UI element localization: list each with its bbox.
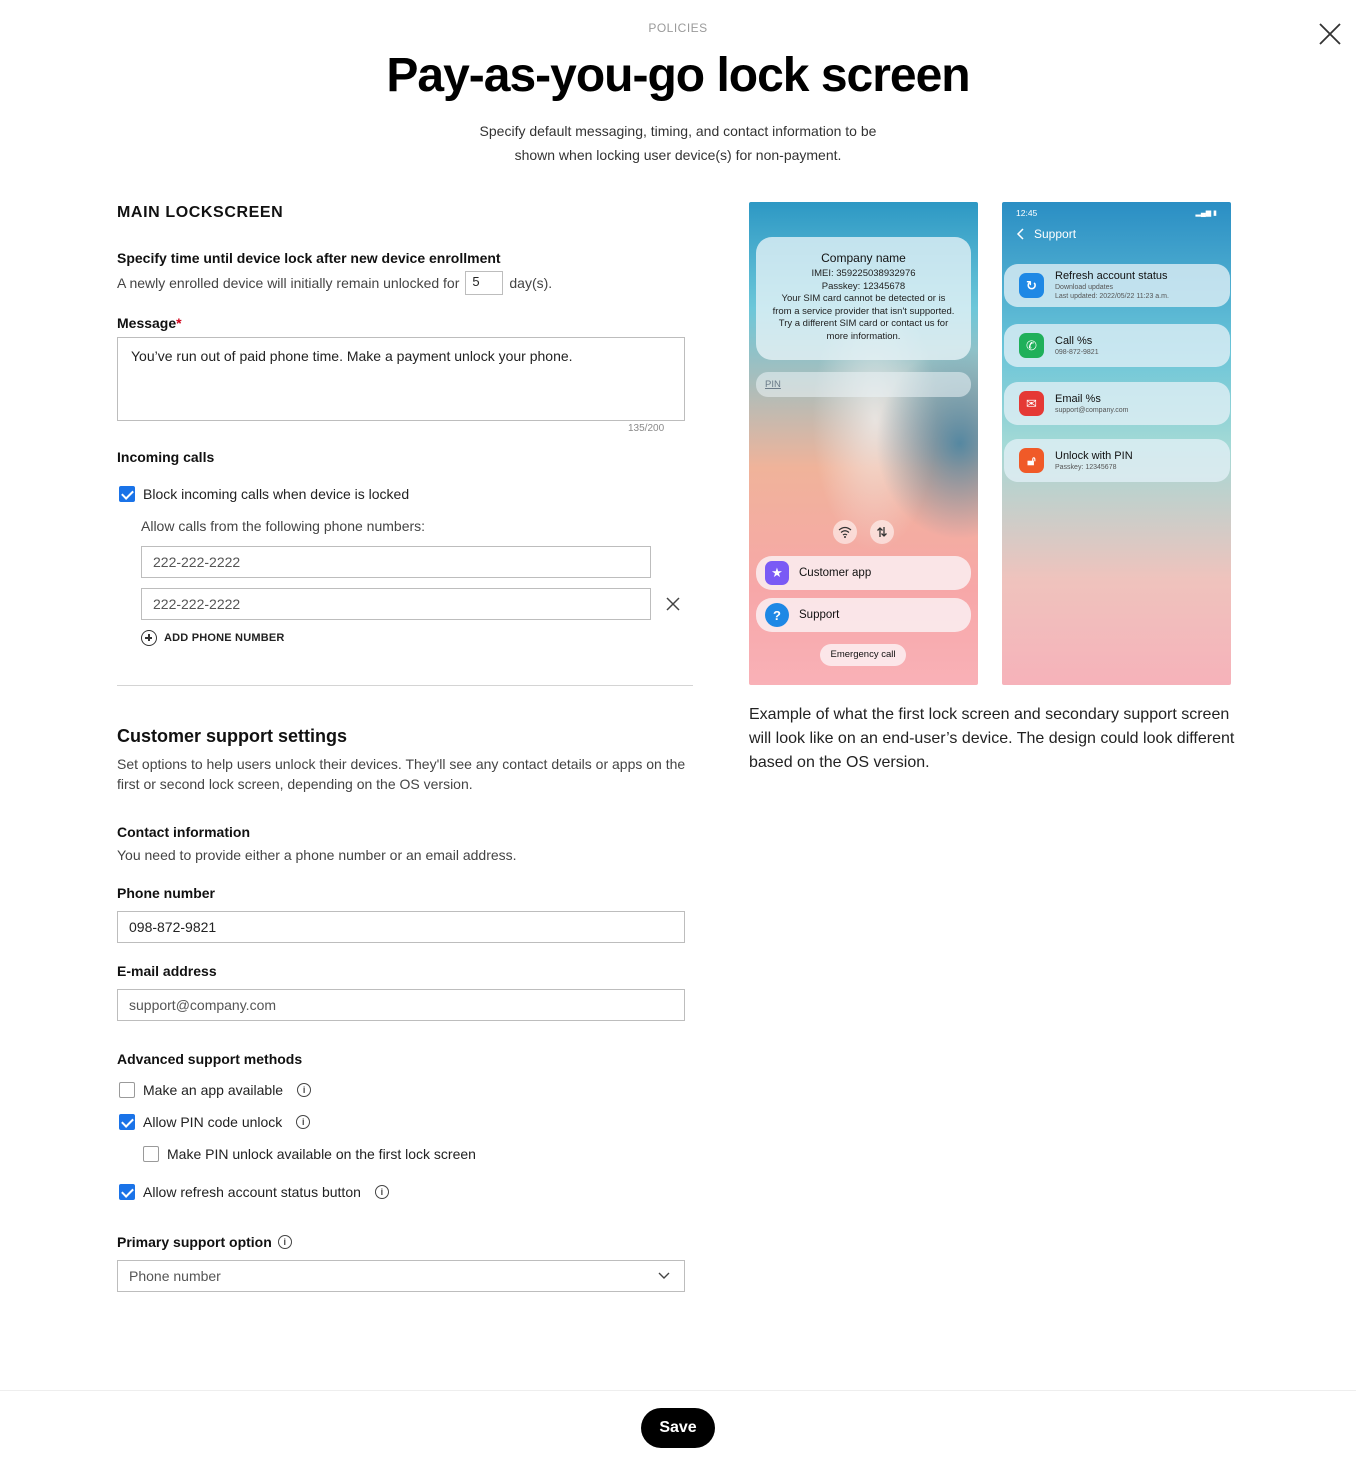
refresh-status-card[interactable] [1004,264,1230,307]
info-icon[interactable]: i [375,1185,389,1199]
support-screen-preview [1002,202,1231,685]
eyebrow-label: POLICIES [648,21,708,35]
support-button[interactable] [756,598,971,632]
customer-support-heading: Customer support settings [117,726,348,746]
help-icon: ? [765,603,789,627]
customer-app-label: Customer app [799,567,872,579]
refresh-status-text [1055,270,1169,301]
refresh-status-checkbox[interactable] [119,1184,135,1200]
main-lockscreen-heading: MAIN LOCKSCREEN [117,204,284,221]
advanced-support-label: Advanced support methods [117,1051,303,1067]
email-title: Email %s [1055,392,1101,405]
required-mark: * [176,315,182,331]
sim-message: Your SIM card cannot be detected or is from a service provider that isn't supported. Try a different SIM card or contact us for more information. [772,293,955,342]
time-until-lock-label: Specify time until device lock after new device enrollment [117,250,501,266]
chevron-down-icon [658,1272,670,1280]
add-phone-label: ADD PHONE NUMBER [164,632,285,644]
primary-support-select[interactable] [117,1260,685,1292]
email-text [1055,393,1129,415]
passkey-text: Passkey: 12345678 [821,280,906,292]
refresh-status-label: Allow refresh account status button [143,1184,361,1200]
allow-calls-label: Allow calls from the following phone numbers: [141,518,426,534]
unlock-icon: 🔓︎ [1019,448,1044,473]
contact-info-help: You need to provide either a phone number or an email address. [117,847,517,863]
close-icon [1318,22,1342,46]
mail-icon: ✉ [1019,391,1044,416]
support-label: Support [799,609,840,621]
customer-support-description: Set options to help users unlock their devices. They'll see any contact details or apps on the first or second lock screen, depending on the OS version. [117,756,686,792]
block-calls-checkbox[interactable] [119,486,135,502]
allowed-phone-input-1[interactable]: 222-222-2222 [141,546,651,578]
save-button[interactable]: Save [641,1408,715,1448]
add-circle-icon [141,630,157,646]
unlock-pin-text [1055,450,1133,472]
incoming-calls-label: Incoming calls [117,449,215,465]
support-title: Support [1034,227,1077,241]
page-subtitle: Specify default messaging, timing, and contact information to be shown when locking user device(s) for non-payment. [479,123,877,163]
pin-unlock-label: Allow PIN code unlock [143,1114,283,1130]
emergency-call-button[interactable]: Emergency call [820,644,906,666]
wifi-icon[interactable] [833,520,857,544]
unlock-pin-card[interactable] [1004,439,1230,482]
section-divider [117,685,693,686]
block-calls-label: Block incoming calls when device is locked [143,486,410,502]
info-icon[interactable]: i [297,1083,311,1097]
contact-info-label: Contact information [117,824,250,840]
refresh-status-sub: Download updates [1055,284,1113,291]
option-pin-unlock-row[interactable] [119,1114,310,1130]
support-email-input[interactable]: support@company.com [117,989,685,1021]
company-name: Company name [821,251,906,265]
time-suffix-text: day(s). [509,275,553,291]
message-textarea[interactable]: You’ve run out of paid phone time. Make a payment unlock your phone. [117,337,685,421]
primary-support-label [117,1234,292,1250]
remove-icon [665,596,681,612]
page-title: Pay-as-you-go lock screen [386,49,970,102]
call-title: Call %s [1055,334,1093,347]
pin-placeholder: PIN [765,379,781,390]
email-label: E-mail address [117,963,217,979]
app-available-label: Make an app available [143,1082,284,1098]
data-transfer-icon[interactable] [870,520,894,544]
support-header [1016,227,1076,241]
call-text [1055,335,1099,357]
pin-field[interactable] [756,372,971,397]
signal-battery-icon: ▂▄▆ ▮ [1195,210,1217,217]
pin-first-screen-label: Make PIN unlock available on the first lock screen [167,1146,476,1162]
call-card[interactable] [1004,324,1230,367]
phone-icon: ✆ [1019,333,1044,358]
phone-number-label: Phone number [117,885,216,901]
option-refresh-status-row[interactable] [119,1184,389,1200]
message-counter: 135/200 [628,423,665,434]
time-until-lock-row [117,271,552,295]
customer-app-button[interactable] [756,556,971,590]
option-pin-first-screen-row[interactable] [143,1146,476,1162]
preview-caption: Example of what the first lock screen and secondary support screen will look like on an end-user’s device. The design could look different based on the OS version. [749,706,1235,771]
footer-bar [0,1390,1356,1459]
info-icon[interactable]: i [278,1235,292,1249]
pin-unlock-checkbox[interactable] [119,1114,135,1130]
unlock-pin-sub: Passkey: 12345678 [1055,463,1117,471]
primary-support-value: Phone number [129,1268,221,1284]
unlock-pin-title: Unlock with PIN [1055,449,1133,462]
refresh-status-title: Refresh account status [1055,270,1168,282]
remove-phone-button[interactable] [665,596,681,612]
time-prefix-text: A newly enrolled device will initially remain unlocked for [117,275,460,291]
days-input[interactable]: 5 [465,271,503,295]
primary-support-label-text: Primary support option [117,1234,272,1250]
support-phone-value: 098-872-9821 [129,919,217,935]
option-app-available-row[interactable] [119,1082,311,1098]
app-available-checkbox[interactable] [119,1082,135,1098]
close-button[interactable] [1318,22,1342,46]
back-arrow-icon[interactable] [1016,228,1024,240]
add-phone-number-button[interactable] [141,630,285,646]
star-icon: ★ [765,561,789,585]
support-phone-input[interactable] [117,911,685,943]
status-time: 12:45 [1016,208,1038,218]
lock-screen-preview [749,202,978,685]
email-card[interactable] [1004,382,1230,425]
message-label-text: Message [117,315,177,331]
email-sub: support@company.com [1055,406,1129,414]
block-calls-row[interactable] [119,486,409,502]
refresh-status-updated: Last updated: 2022/05/22 11:23 a.m. [1055,293,1169,300]
lock-info-card [756,237,971,360]
imei-text: IMEI: 359225038932976 [811,268,916,279]
message-label [117,315,182,331]
info-icon[interactable]: i [296,1115,310,1129]
allowed-phone-input-2[interactable]: 222-222-2222 [141,588,651,620]
pin-first-screen-checkbox[interactable] [143,1146,159,1162]
refresh-icon: ↻ [1019,273,1044,298]
call-sub: 098-872-9821 [1055,348,1099,356]
